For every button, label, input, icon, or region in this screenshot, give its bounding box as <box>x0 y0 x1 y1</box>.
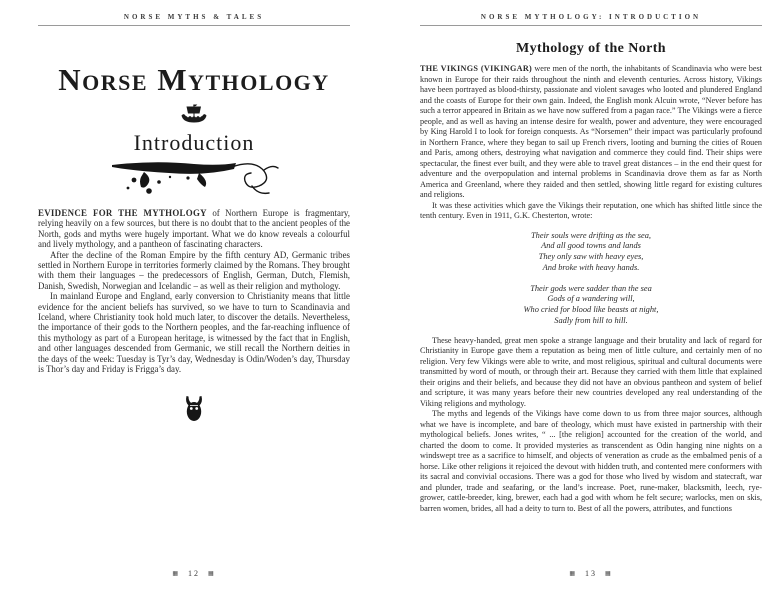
paragraph: These heavy-handed, great men spoke a strange language and their brutality and lack of regard for Christianity in Europe gave them a reputation as being men of little culture, and certainly men of no religion. Very few Vikings were able to write, and most religious, spiritual and cultural documents were transmitted by word of mouth, or through their art. Because they carried with them little that explained their origins and their beliefs, and because they did not have an obvious pantheon and system of belief and scripture, it was many years before their new countries developed any real understanding of the Viking religions and mythology. <box>420 335 762 408</box>
chapter-title: Introduction <box>133 130 255 155</box>
poem-line: Their souls were drifting as the sea, <box>531 230 651 240</box>
page-number: 13 <box>585 569 597 578</box>
page-footer-right <box>420 569 762 578</box>
running-header-left: NORSE MYTHS & TALES <box>123 13 265 21</box>
page-footer-left <box>38 569 350 578</box>
paragraph: It was these activities which gave the Vikings their reputation, one which has shifted little since the tenth century. Even in 1911, G.K. Chesterton, wrote: <box>420 200 762 220</box>
paragraph: After the decline of the Roman Empire by the fifth century AD, Germanic tribes settled in Northern Europe in territories formerly claimed by the Romans. They brought with them their languages – the predecessors of English, German, Dutch, Flemish, Danish, Swedish, Norwegian and Icelandic – as well as their religion and mythology. <box>38 249 350 291</box>
poem-stanza <box>420 231 762 274</box>
poem-line: Gods of a wandering will, <box>547 294 635 304</box>
helmet-icon <box>38 395 350 422</box>
right-body-text <box>420 64 762 514</box>
paragraph-lead: THE VIKINGS (VIKINGAR) <box>420 64 533 73</box>
right-page <box>420 0 762 600</box>
page-number: 12 <box>188 569 200 578</box>
footer-ornament-icon: ▦ <box>569 571 577 577</box>
poem-line: Who cried for blood like beasts at night, <box>523 305 659 315</box>
poem-stanza <box>420 284 762 327</box>
book-title: Norse Mythology <box>58 62 330 97</box>
paragraph: In mainland Europe and England, early conversion to Christianity means that little evidence for the ancient beliefs has survived, so we have to turn to Scandinavia and Iceland, where Christianity took hold much later, to discover the details. Nevertheless, the importance of their gods to the Northern peoples, and the far-reaching influence of this mythology as part of a European heritage, is witnessed by the fact that in English, and other languages descended from Germanic, we still recall the Northern deities in the days of the week: Tuesday is Tyr’s day, Wednesday is Odin/Woden’s day, Thursday is Thor’s day and Friday is Frigga’s day. <box>38 291 350 375</box>
footer-ornament-icon: ▦ <box>605 571 613 577</box>
header-rule-right <box>420 25 762 26</box>
footer-ornament-icon: ▦ <box>208 571 216 577</box>
paragraph: The myths and legends of the Vikings have come down to us from three major sources, although what we have is incomplete, and bare of theology, which must have existed in partnership with their mythological beliefs. Jones writes, “ ... [the religion] accounted for the creation of the world, and charted the doom to come. It provided mysteries as transcendent as Odin hanging nine nights on a windswept tree as a sacrifice to himself, and objects of veneration as crude as the embalmed penis of a horse. Like other religions it rejoiced the devout with hidden truth, and contented mere conformers with its sacral and convivial occasions. There was a god for those who lived by wisdom and statecraft, war and plunder, trade and seafaring, or the land’s increase. Poet, rune-maker, blacksmith, leech, rye-grower, cattle-breeder, king, brewer, each had a god with whom he felt secure; warlocks, men on skis, barren women, brides, all had a deity to turn to. Best of all the powers, attributes, and functions <box>420 409 762 513</box>
header-rule-left <box>38 25 350 26</box>
paragraph <box>420 64 762 201</box>
poem-line: Sadly from hill to hill. <box>554 316 628 326</box>
poem-line: And all good towns and lands <box>541 241 641 251</box>
footer-ornament-icon: ▦ <box>172 571 180 577</box>
running-header-right: NORSE MYTHOLOGY: INTRODUCTION <box>480 13 702 21</box>
left-page <box>38 0 350 600</box>
poem-line: Their gods were sadder than the sea <box>530 283 652 293</box>
left-body-text <box>38 208 350 375</box>
flourish-ornament-icon <box>38 158 350 200</box>
paragraph-text: were men of the north, the inhabitants of Scandinavia who were best known in Europe for their raids throughout the ninth and eleventh centuries. Across history, Vikings have been portrayed as blood-thirsty, passionate and violent savages who looted and plundered England and the coasts of Europe for their own gain. Indeed, the English monk Alcuin wrote, “Never before has such a terror appeared in Britain as we have now suffered from a pagan race.” The Vikings were a fierce people, and as well as having an intense desire for wealth, power and adventure, they were encouraged by King Harold I to look for foreign conquests. As “Norsemen” their impact was particularly profound in Northern France, where they began to sail up French rivers, looting and burning the cities of Rouen and Paris, among others, destroying what navigation and commerce they could find. Their ships were spectacular, the finest ever built, and they were able to travel great distances – in the end their quest for adventure and the overpopulation and internal problems in Scandinavia drove them as far as North America and Greenland, where they raided and then settled, showing little regard for existing cultures and religions. <box>420 64 762 199</box>
section-heading: Mythology of the North <box>516 41 666 56</box>
ship-icon <box>38 104 350 126</box>
paragraph <box>38 208 350 250</box>
poem-line: And broke with heavy hands. <box>542 262 640 272</box>
paragraph-text: of Northern Europe is fragmentary, relying heavily on a few sources, but there is no doubt that to the ancient peoples of the North, gods and myths were hugely important. What we do know reveals a colourful and lively mythology, and a pantheon of fascinating characters. <box>38 208 350 250</box>
paragraph-lead: EVIDENCE FOR THE MYTHOLOGY <box>38 208 207 218</box>
poem-quote <box>420 231 762 327</box>
poem-line: They only saw with heavy eyes, <box>538 252 644 262</box>
